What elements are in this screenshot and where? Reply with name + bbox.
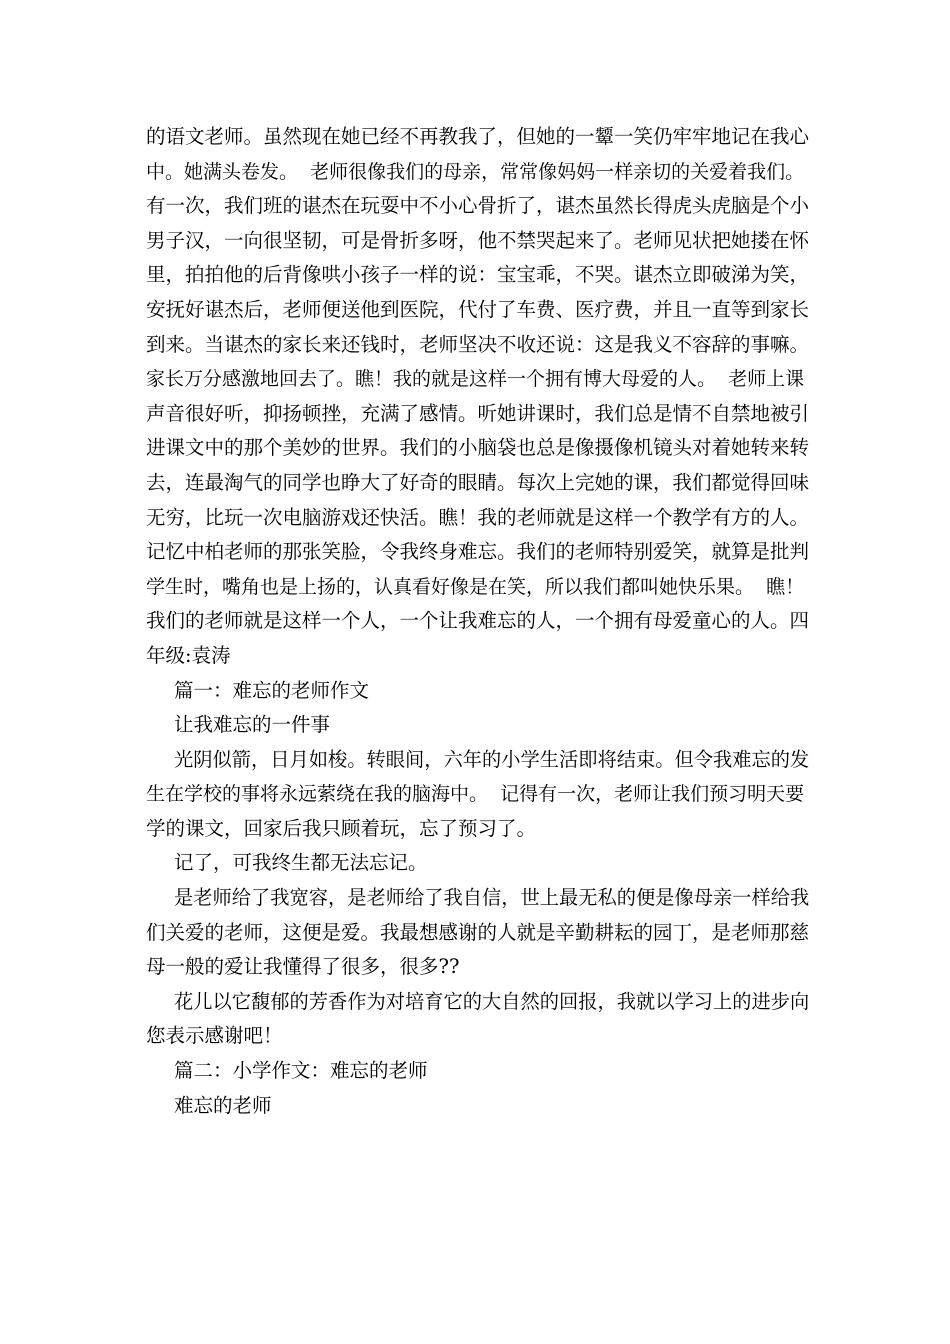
text-line: 是老师给了我宽容，是老师给了我自信，世上最无私的便是像母亲一样给我 — [174, 886, 810, 910]
text-line: 生在学校的事将永远萦绕在我的脑海中。 记得有一次，老师让我们预习明天要 — [146, 783, 805, 806]
text-line: 我们的老师就是这样一个人，一个让我难忘的人，一个拥有母爱童心的人。四 — [146, 609, 810, 633]
text-line: 难忘的老师 — [174, 1093, 272, 1117]
text-line: 们关爱的老师，这便是爱。我最想感谢的人就是辛勤耕耘的园丁，是老师那慈 — [146, 920, 810, 944]
text-line: 记忆中柏老师的那张笑脸，令我终身难忘。我们的老师特别爱笑，就算是批判 — [146, 540, 810, 564]
text-line: 您表示感谢吧！ — [146, 1024, 283, 1048]
text-line: 男子汉，一向很坚韧，可是骨折多呀，他不禁哭起来了。老师见状把她搂在怀 — [146, 228, 810, 252]
text-line: 花儿以它馥郁的芳香作为对培育它的大自然的回报，我就以学习上的进步向 — [174, 989, 810, 1013]
text-line: 记了，可我终生都无法忘记。 — [174, 851, 428, 875]
text-line: 年级:袁涛 — [146, 643, 231, 667]
text-line: 中。她满头卷发。 老师很像我们的母亲，常常像妈妈一样亲切的关爱着我们。 — [146, 160, 805, 183]
text-line: 的语文老师。虽然现在她已经不再教我了，但她的一颦一笑仍牢牢地记在我心 — [146, 125, 810, 148]
text-line: 学生时，嘴角也是上扬的，认真看好像是在笑，所以我们都叫她快乐果。 瞧！ — [146, 575, 805, 598]
text-line: 安抚好谌杰后，老师便送他到医院，代付了车费、医疗费，并且一直等到家长 — [146, 297, 810, 321]
text-line: 学的课文，回家后我只顾着玩，忘了预习了。 — [146, 816, 537, 840]
text-line: 有一次，我们班的谌杰在玩耍中不小心骨折了，谌杰虽然长得虎头虎脑是个小 — [146, 194, 810, 218]
text-line: 家长万分感激地回去了。瞧！我的就是这样一个拥有博大母爱的人。 老师上课 — [146, 368, 805, 391]
document-body — [146, 120, 810, 1123]
text-line: 篇二：小学作文：难忘的老师 — [174, 1059, 428, 1083]
text-line: 到来。当谌杰的家长来还钱时，老师坚决不收还说：这是我义不容辞的事嘛。 — [146, 332, 810, 356]
text-line: 无穷，比玩一次电脑游戏还快活。瞧！我的老师就是这样一个教学有方的人。 — [146, 505, 810, 529]
text-line: 声音很好听，抑扬顿挫，充满了感情。听她讲课时，我们总是情不自禁地被引 — [146, 401, 810, 425]
text-line: 里，拍拍他的后背像哄小孩子一样的说：宝宝乖，不哭。谌杰立即破涕为笑， — [146, 263, 810, 287]
text-line: 去，连最淘气的同学也睁大了好奇的眼睛。每次上完她的课，我们都觉得回味 — [146, 470, 810, 494]
text-line: 光阴似箭，日月如梭。转眼间，六年的小学生活即将结束。但令我难忘的发 — [174, 747, 810, 771]
text-line: 母一般的爱让我懂得了很多，很多?? — [146, 955, 460, 979]
text-line: 篇一：难忘的老师作文 — [174, 678, 370, 702]
text-line: 让我难忘的一件事 — [174, 713, 331, 737]
text-line: 进课文中的那个美妙的世界。我们的小脑袋也总是像摄像机镜头对着她转来转 — [146, 436, 810, 460]
